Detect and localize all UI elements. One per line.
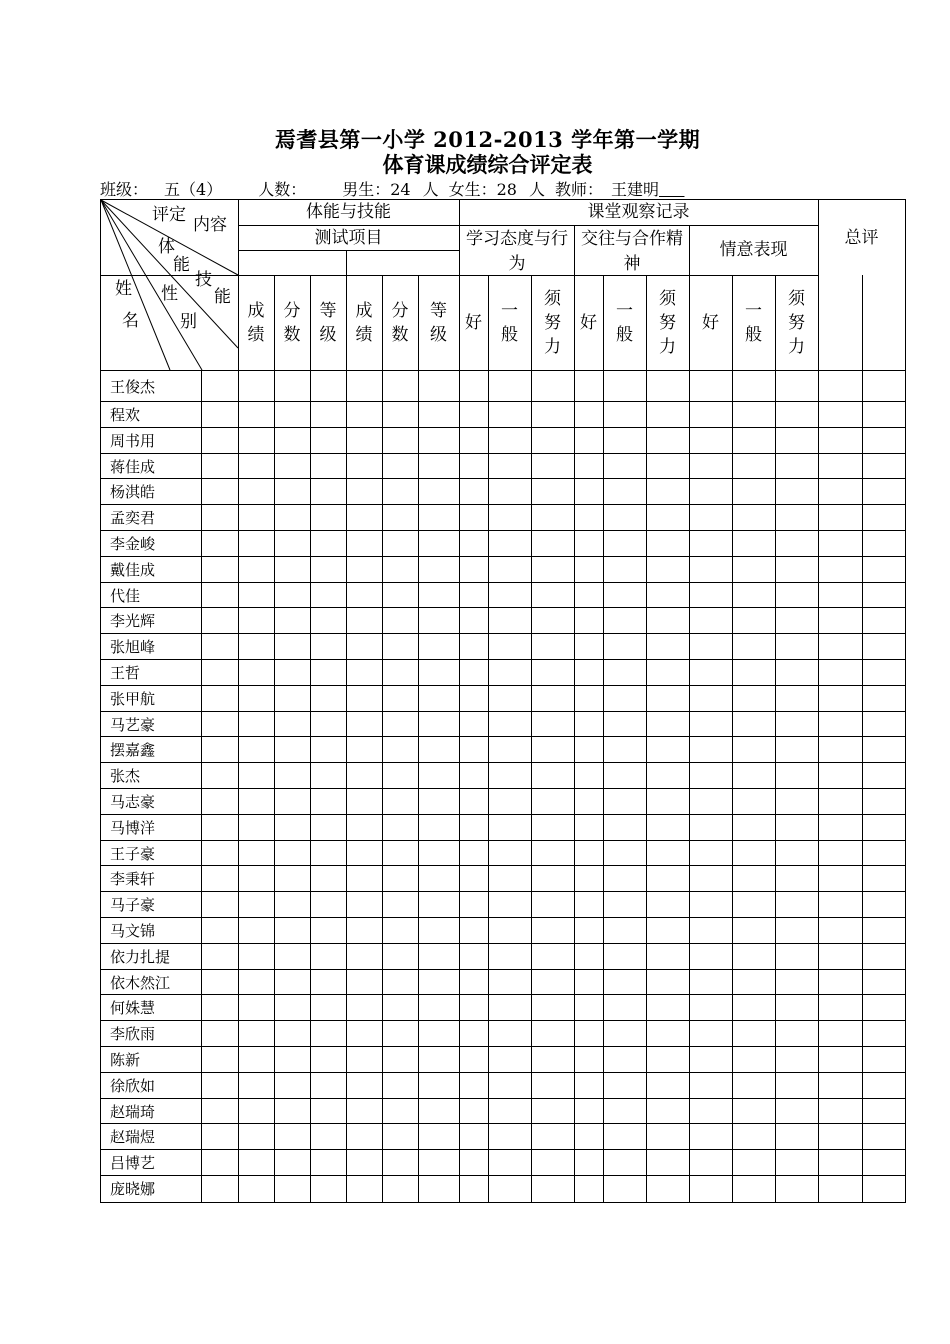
class-label: 班级： <box>100 180 149 199</box>
header-tineng-jineng: 体能与技能 <box>306 202 391 222</box>
subheader-yiban-2: 一般 <box>616 300 633 345</box>
subheader-hao-2: 好 <box>580 312 597 333</box>
teacher-value: 王建明 <box>611 180 660 199</box>
subheader-dengji-2: 等级 <box>430 300 447 345</box>
girls-value: 28 <box>496 180 517 199</box>
student-name: 马博洋 <box>110 818 156 837</box>
girls-unit: 人 <box>528 180 545 199</box>
student-name: 李欣雨 <box>110 1025 156 1044</box>
student-name: 程欢 <box>110 405 141 424</box>
subheader-dengji-1: 等级 <box>319 300 337 345</box>
header-qingyi: 情意表现 <box>719 240 788 260</box>
student-name: 庞晓娜 <box>110 1179 156 1198</box>
student-name: 戴佳成 <box>110 560 156 579</box>
header-xuexi: 学习态度与行为 <box>466 229 568 274</box>
subheader-xunuli-3: 须努力 <box>788 288 805 357</box>
subheader-yiban-1: 一般 <box>501 300 518 345</box>
student-name: 王俊杰 <box>110 377 156 396</box>
student-name: 杨淇皓 <box>110 483 156 502</box>
student-name: 吕博艺 <box>110 1154 156 1173</box>
class-value: 五（4） <box>164 180 223 199</box>
boys-label: 男生： <box>342 180 391 199</box>
subheader-fenshu-2: 分数 <box>391 300 409 345</box>
subheader-xunuli-1: 须努力 <box>544 288 561 357</box>
subheader-chengji-1: 成绩 <box>247 300 265 345</box>
student-name: 依木然江 <box>110 973 171 992</box>
student-name: 赵瑞琦 <box>110 1102 156 1121</box>
student-name: 张杰 <box>110 767 141 786</box>
diag-label-xing-name: 姓 <box>115 279 132 299</box>
title-line-2: 体育课成绩综合评定表 <box>382 152 593 177</box>
student-name: 何姝慧 <box>110 999 156 1018</box>
diag-label-xing: 性 <box>161 284 178 304</box>
subheader-yiban-3: 一般 <box>745 300 762 345</box>
subheader-hao-1: 好 <box>465 312 482 333</box>
student-name: 周书用 <box>110 431 156 450</box>
student-name: 马志豪 <box>110 792 156 811</box>
student-name: 马文锦 <box>110 921 156 940</box>
student-name: 王子豪 <box>110 844 156 863</box>
student-name: 代佳 <box>110 586 141 605</box>
title-line-1: 焉耆县第一小学 2012-2013 学年第一学期 <box>274 127 701 152</box>
diag-label-neirong: 内容 <box>193 215 227 235</box>
header-ketang: 课堂观察记录 <box>587 202 690 222</box>
subheader-xunuli-2: 须努力 <box>659 288 676 357</box>
diag-label-neng: 能 <box>173 255 190 275</box>
diag-label-ti: 体 <box>158 237 175 257</box>
student-name: 李金峻 <box>110 534 156 553</box>
student-name: 摆嘉鑫 <box>110 741 156 760</box>
teacher-label: 教师： <box>555 180 604 199</box>
header-zongping: 总评 <box>844 228 879 248</box>
student-name: 孟奕君 <box>110 509 156 528</box>
subheader-chengji-2: 成绩 <box>355 300 373 345</box>
student-name: 徐欣如 <box>110 1076 156 1095</box>
student-name: 张甲航 <box>110 689 156 708</box>
student-name: 蒋佳成 <box>110 457 156 476</box>
student-name: 李光辉 <box>110 612 156 631</box>
student-name: 马艺豪 <box>110 715 156 734</box>
student-name: 李秉轩 <box>110 870 156 889</box>
student-name: 依力扎提 <box>110 947 171 966</box>
boys-value: 24 <box>390 180 411 199</box>
diag-label-bie: 别 <box>180 312 197 332</box>
subheader-fenshu-1: 分数 <box>283 300 301 345</box>
count-label: 人数： <box>258 180 307 199</box>
boys-unit: 人 <box>422 180 439 199</box>
student-name: 王哲 <box>110 663 141 682</box>
student-name: 张旭峰 <box>110 638 156 657</box>
student-name: 赵瑞煜 <box>110 1128 156 1147</box>
student-name: 陈新 <box>110 1050 141 1069</box>
header-jiaowang: 交往与合作精神 <box>581 229 683 274</box>
student-name: 马子豪 <box>110 896 156 915</box>
girls-label: 女生： <box>448 180 497 199</box>
header-ceshi-xiangmu: 测试项目 <box>314 228 383 248</box>
subheader-hao-3: 好 <box>702 312 719 333</box>
diag-label-ming: 名 <box>122 311 139 331</box>
diag-label-neng2: 能 <box>214 287 231 307</box>
diag-label-ji: 技 <box>195 270 212 290</box>
diag-label-pingding: 评定 <box>152 205 186 225</box>
